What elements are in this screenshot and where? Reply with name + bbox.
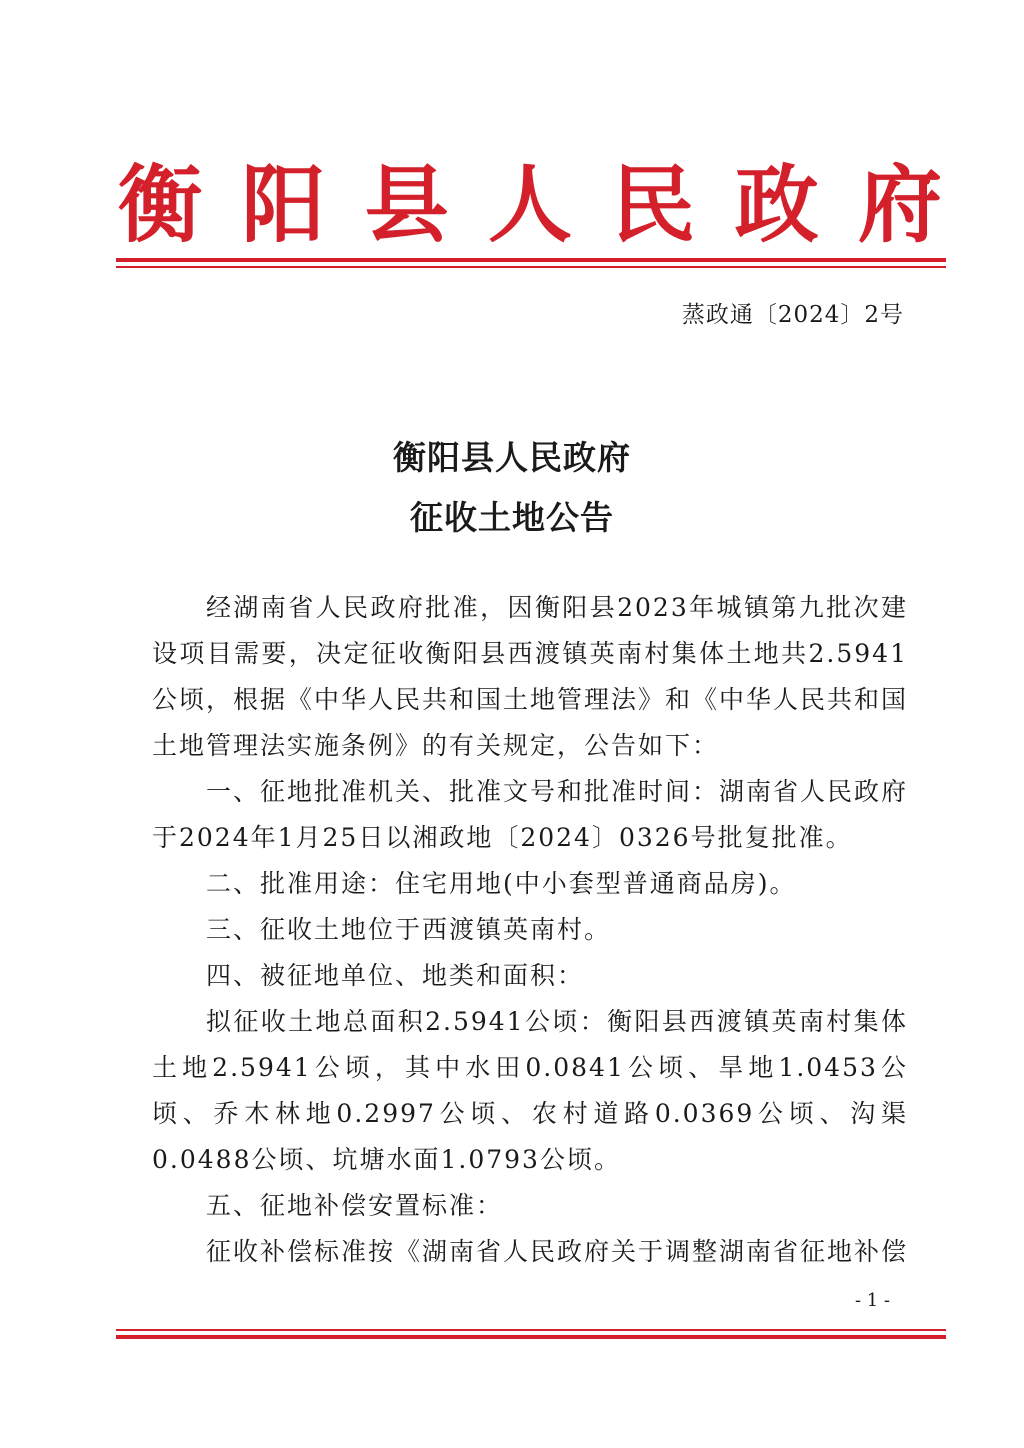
title-subject: 征收土地公告 <box>410 498 614 537</box>
footer-rule-thin <box>116 1329 946 1331</box>
masthead-char: 政 <box>734 155 819 254</box>
title-issuer: 衡阳县人民政府 <box>393 438 631 477</box>
page-number: - 1 - <box>854 1290 890 1311</box>
masthead-char: 阳 <box>241 155 326 254</box>
masthead-char: 府 <box>857 155 942 254</box>
header-rule-thick <box>116 258 946 262</box>
document-number: 蒸政通〔2024〕2号 <box>681 302 904 328</box>
footer-rule-thick <box>116 1335 946 1339</box>
paragraph: 征收补偿标准按《湖南省人民政府关于调整湖南省征地补偿 <box>206 1237 909 1266</box>
announcement-body <box>152 585 908 1275</box>
paragraph: 二、批准用途：住宅用地(中小套型普通商品房)。 <box>206 869 797 898</box>
header-rule-thin <box>116 266 946 268</box>
issuer-masthead <box>110 148 950 254</box>
paragraph: 拟征收土地总面积2.5941公顷：衡阳县西渡镇英南村集体土地2.5941公顷，其中水田0.0841公顷、旱地1.0453公顷、乔木林地0.2997公顷、农村道路0.0369公顷、沟渠0.0488公顷、坑塘水面1.0793公顷。 <box>152 1007 908 1174</box>
masthead-char: 民 <box>611 155 696 254</box>
paragraph: 五、征地补偿安置标准： <box>206 1191 504 1220</box>
paragraph: 经湖南省人民政府批准，因衡阳县2023年城镇第九批次建设项目需要，决定征收衡阳县西渡镇英南村集体土地共2.5941公顷，根据《中华人民共和国土地管理法》和《中华人民共和国土地管理法实施条例》的有关规定，公告如下： <box>152 593 909 760</box>
paragraph: 三、征收土地位于西渡镇英南村。 <box>206 915 612 944</box>
masthead-char: 县 <box>364 155 449 254</box>
masthead-char: 人 <box>487 155 572 254</box>
paragraph: 四、被征地单位、地类和面积： <box>206 961 585 990</box>
masthead-char: 衡 <box>117 155 202 254</box>
paragraph: 一、征地批准机关、批准文号和批准时间：湖南省人民政府于2024年1月25日以湘政地〔2024〕0326号批复批准。 <box>152 777 909 852</box>
